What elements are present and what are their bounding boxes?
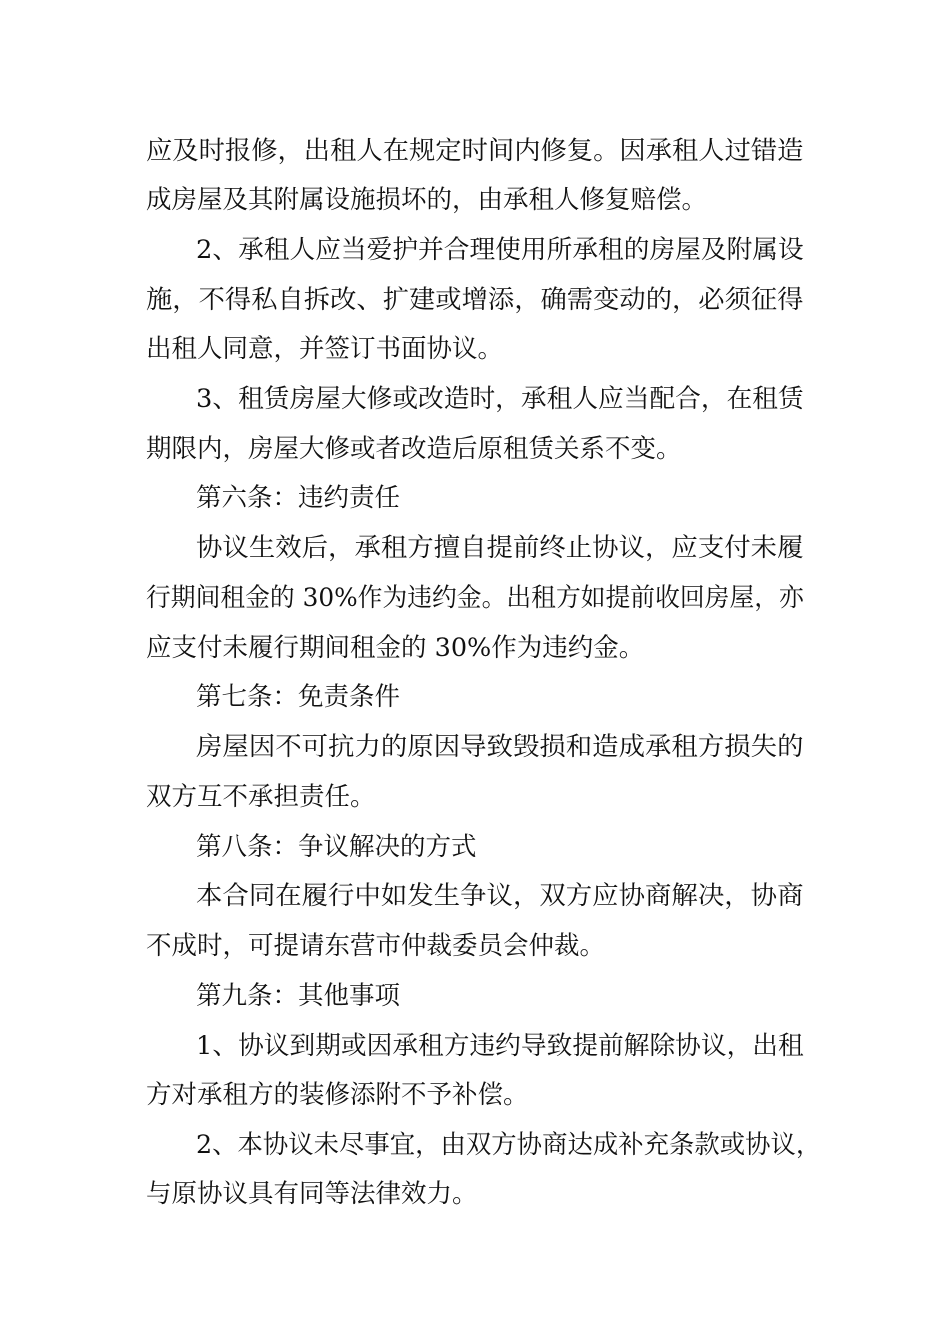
- text-line: 不成时，可提请东营市仲裁委员会仲裁。: [146, 931, 606, 961]
- text-line: 成房屋及其附属设施损坏的，由承租人修复赔偿。: [146, 185, 708, 215]
- text-line: 方对承租方的装修添附不予补偿。: [146, 1080, 529, 1110]
- section-heading: 第九条：其他事项: [196, 981, 401, 1011]
- text-line: 协议生效后，承租方擅自提前终止协议，应支付未履: [196, 533, 804, 563]
- text-line: 行期间租金的 30%作为违约金。出租方如提前收回房屋，亦: [146, 583, 804, 613]
- section-heading: 第七条：免责条件: [196, 682, 401, 712]
- text-line: 3、租赁房屋大修或改造时，承租人应当配合，在租赁: [196, 384, 804, 414]
- text-line: 双方互不承担责任。: [146, 782, 376, 812]
- text-line: 出租人同意，并签订书面协议。: [146, 334, 504, 364]
- text-line: 2、本协议未尽事宜，由双方协商达成补充条款或协议，: [196, 1130, 822, 1160]
- text-line: 本合同在履行中如发生争议，双方应协商解决，协商: [196, 881, 804, 911]
- text-line: 应支付未履行期间租金的 30%作为违约金。: [146, 633, 645, 663]
- section-heading: 第八条：争议解决的方式: [196, 832, 477, 862]
- text-line: 施，不得私自拆改、扩建或增添，确需变动的，必须征得: [146, 285, 804, 315]
- text-line: 2、承租人应当爱护并合理使用所承租的房屋及附属设: [196, 235, 804, 265]
- text-line: 1、协议到期或因承租方违约导致提前解除协议，出租: [196, 1031, 804, 1061]
- text-line: 应及时报修，出租人在规定时间内修复。因承租人过错造: [146, 136, 804, 166]
- text-line: 房屋因不可抗力的原因导致毁损和造成承租方损失的: [196, 732, 804, 762]
- text-line: 与原协议具有同等法律效力。: [146, 1179, 478, 1209]
- text-line: 期限内，房屋大修或者改造后原租赁关系不变。: [146, 434, 682, 464]
- section-heading: 第六条：违约责任: [196, 483, 401, 513]
